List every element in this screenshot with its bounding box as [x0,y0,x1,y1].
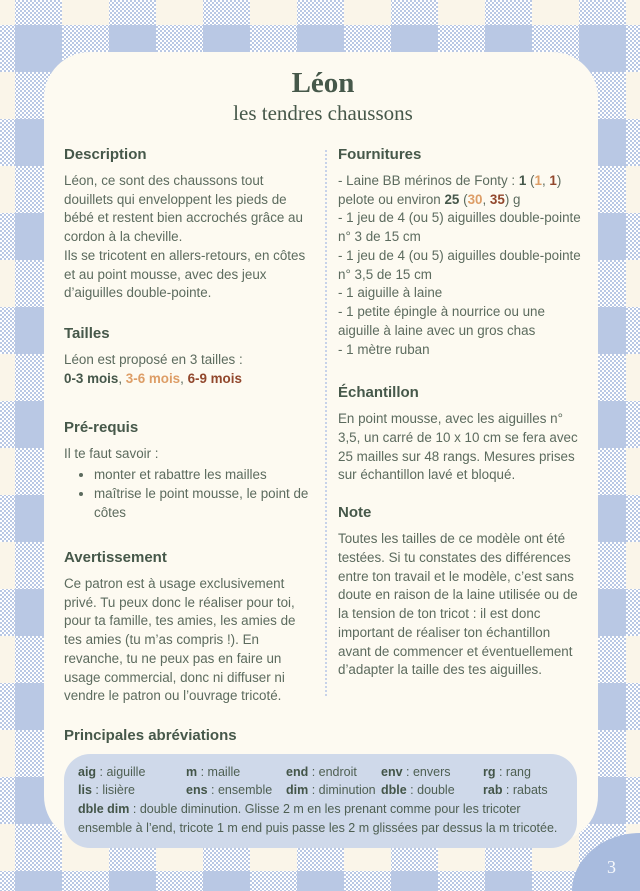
text-segment: : double diminution. Glisse 2 m en les prenant comme pour les tricoter ensemble à l’end, tricote 1 m end puis passe les 2 m glissées par dessus la m tricotée. [78,802,558,835]
text-segment: dble dim [78,802,130,817]
section-heading-echantillon: Échantillon [338,384,419,402]
text-segment: 3-6 mois [125,370,181,386]
abbreviation-separator: : [308,783,319,798]
section-heading-note: Note [338,504,372,522]
abbreviation-separator: : [197,765,208,780]
abbreviation-term: rg [483,765,496,780]
abbreviation-note [78,800,561,836]
text-segment: 25 [444,191,460,207]
section-prerequis [64,419,314,522]
tailles-intro: Léon est proposé en 3 tailles : [64,351,243,367]
abbreviation-separator: : [91,783,103,798]
fournitures-item [338,209,582,247]
fournitures-item [338,247,582,285]
abbreviation-term: env [381,765,403,780]
section-heading-fournitures: Fournitures [338,146,422,164]
abbreviation-separator: : [207,783,218,798]
abbreviations-grid [78,763,561,799]
text-segment: - 1 jeu de 4 (ou 5) aiguilles double-pointe n° 3,5 de 15 cm [338,247,581,282]
section-heading-tailles: Tailles [64,325,110,343]
text-segment: - 1 aiguille à laine [338,285,443,301]
abbreviation-term: end [286,765,309,780]
abbreviation-entry [186,763,286,781]
text-segment: 1 [518,172,527,188]
abbreviation-entry [78,763,186,781]
abbreviation-term: dble [381,783,407,798]
abbreviation-definition: lisière [102,783,135,798]
abbreviation-term: dim [286,783,309,798]
page-subtitle: les tendres chaussons [233,100,413,125]
section-tailles [64,325,314,388]
prerequis-item: • monter et rabattre les mailles [94,465,314,484]
section-note [338,504,582,680]
text-segment: 6-9 mois [187,370,242,386]
text-segment: 1 [549,172,557,188]
text-segment: - 1 petite épingle à nourrice ou une aiguille à laine avec un gros chas [338,304,545,338]
tailles-sizes [64,370,314,389]
section-description [64,146,314,303]
text-segment: - 1 mètre ruban [338,341,430,357]
right-column [338,146,582,706]
page-number: 3 [607,857,616,877]
text-segment: - 1 jeu de 4 (ou 5) aiguilles double-pointe n° 3 de 15 cm [338,210,581,245]
text-segment: 0-3 mois [64,370,119,386]
text-segment: , [118,370,126,386]
text-segment: 30 [467,191,483,207]
note-paragraph: Toutes les tailles de ce modèle ont été testées. Si tu constates des différences entre ton travail et le modèle, c’est sans doute en raison de la laine utilisée ou de la tension de ton tricot : il est donc important de réaliser ton échantillon avant de commencer et éventuellement d’adapter la taille des tes aiguilles. [338,531,578,678]
abbreviation-entry [286,763,381,781]
abbreviation-separator: : [402,765,413,780]
abbreviation-entry [381,763,483,781]
prerequis-item: • maîtrise le point mousse, le point de côtes [94,484,314,522]
abbreviation-term: rab [483,783,503,798]
fournitures-item [338,303,582,341]
page-corner-shape [572,833,640,891]
prerequis-intro: Il te faut savoir : [64,446,159,462]
section-abbreviations [64,727,582,848]
title-block [64,68,582,125]
abbreviation-term: aig [78,765,97,780]
abbreviation-entry [286,781,381,799]
column-divider [325,150,327,696]
text-segment: ) g [504,191,521,207]
section-heading-avertissement: Avertissement [64,549,167,567]
abbreviation-definition: ensemble [217,783,273,798]
abbreviation-term: lis [78,783,92,798]
abbreviation-entry [483,763,561,781]
section-fournitures [338,146,582,359]
description-paragraph-2: Ils se tricotent en allers-retours, en côtes et au point mousse, avec des jeux d’aiguilles double-pointe. [64,247,306,301]
abbreviation-separator: : [308,765,319,780]
fournitures-item [338,341,582,360]
section-avertissement [64,549,314,706]
pattern-card [44,52,598,842]
echantillon-paragraph: En point mousse, avec les aiguilles n° 3,5, un carré de 10 x 10 cm se fera avec 25 mailles sur 48 rangs. Mesures prises sur échantillon lavé et bloqué. [338,411,578,483]
section-heading-abbreviations: Principales abréviations [64,727,237,745]
text-segment: 35 [489,191,505,207]
abbreviation-definition: aiguille [106,765,146,780]
abbreviations-box [64,754,577,848]
abbreviation-definition: rabats [512,783,548,798]
abbreviation-term: ens [186,783,208,798]
abbreviation-definition: double [417,783,455,798]
abbreviation-entry [78,781,186,799]
section-heading-description: Description [64,146,147,164]
page-title: Léon [291,67,355,99]
fournitures-item [338,172,582,210]
abbreviation-definition: rang [505,765,531,780]
abbreviation-definition: diminution [318,783,376,798]
section-echantillon [338,384,582,485]
text-segment: - Laine BB mérinos de Fonty : [338,172,519,188]
abbreviation-separator: : [495,765,506,780]
left-column [64,146,314,706]
text-segment: ( [459,191,468,207]
prerequis-list [64,465,314,522]
text-segment: , [541,172,550,188]
section-heading-prerequis: Pré-requis [64,419,139,437]
abbreviation-definition: envers [412,765,451,780]
fournitures-item [338,284,582,303]
description-paragraph-1: Léon, ce sont des chaussons tout douillets qui enveloppent les pieds de bébé et restent bien accrochés grâce au cordon à la cheville. [64,172,303,245]
abbreviation-definition: maille [207,765,241,780]
text-segment: ) pelote ou environ [338,172,562,207]
text-segment: ( [526,172,535,188]
text-segment: , [482,191,490,207]
abbreviation-definition: endroit [318,765,357,780]
abbreviation-separator: : [406,783,418,798]
abbreviation-separator: : [96,765,107,780]
abbreviation-entry [186,781,286,799]
text-segment: 1 [534,172,542,188]
abbreviation-separator: : [502,783,513,798]
abbreviation-entry [381,781,483,799]
two-column-layout [64,146,582,706]
abbreviation-term: m [186,765,198,780]
abbreviation-entry [483,781,561,799]
text-segment: , [180,370,188,386]
avertissement-paragraph: Ce patron est à usage exclusivement privé. Tu peux donc le réaliser pour toi, pour ta famille, tes amies, les amies de tes amies (tu m’as compris !). En revanche, tu ne peux pas en faire un usage commercial, donc ni diffuser ni vendre le patron ou l’ouvrage tricoté. [64,575,296,704]
